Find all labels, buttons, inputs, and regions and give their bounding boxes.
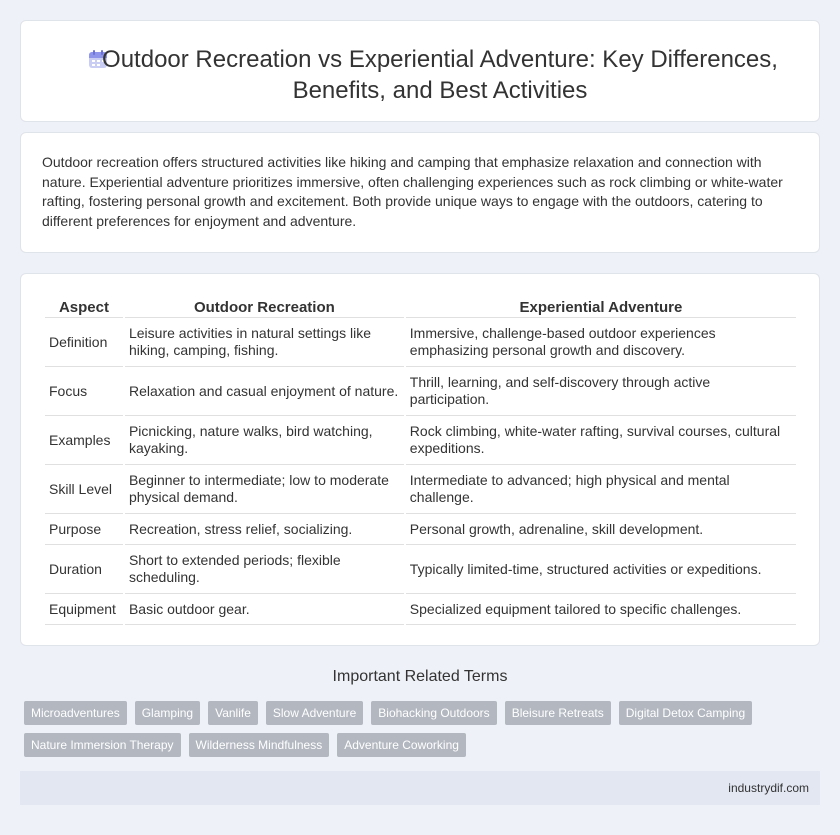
experiential-adventure-cell: Personal growth, adrenaline, skill development.	[406, 514, 796, 545]
outdoor-recreation-cell: Basic outdoor gear.	[125, 594, 404, 625]
header-outdoor-recreation: Outdoor Recreation	[125, 296, 404, 318]
experiential-adventure-cell: Intermediate to advanced; high physical and mental challenge.	[406, 465, 796, 514]
table-row	[45, 367, 796, 416]
footer	[20, 771, 820, 805]
table-header-row	[45, 296, 796, 318]
related-term-tag[interactable]: Digital Detox Camping	[619, 701, 752, 725]
experiential-adventure-cell: Immersive, challenge-based outdoor experiences emphasizing personal growth and discovery.	[406, 318, 796, 367]
intro-card	[20, 132, 820, 253]
experiential-adventure-cell: Typically limited-time, structured activities or expeditions.	[406, 545, 796, 594]
table-row	[45, 514, 796, 545]
aspect-cell: Equipment	[45, 594, 123, 625]
related-term-tag[interactable]: Adventure Coworking	[337, 733, 466, 757]
outdoor-recreation-cell: Short to extended periods; flexible scheduling.	[125, 545, 404, 594]
related-term-tag[interactable]: Slow Adventure	[266, 701, 363, 725]
table-row	[45, 545, 796, 594]
aspect-cell: Duration	[45, 545, 123, 594]
footer-site-link[interactable]: industrydif.com	[728, 781, 809, 795]
outdoor-recreation-cell: Relaxation and casual enjoyment of nature.	[125, 367, 404, 416]
related-term-tag[interactable]: Bleisure Retreats	[505, 701, 611, 725]
related-term-tag[interactable]: Glamping	[135, 701, 200, 725]
related-terms-list	[24, 701, 784, 765]
related-term-tag[interactable]: Wilderness Mindfulness	[189, 733, 330, 757]
table-row	[45, 465, 796, 514]
related-term-tag[interactable]: Nature Immersion Therapy	[24, 733, 181, 757]
related-term-tag[interactable]: Biohacking Outdoors	[371, 701, 496, 725]
experiential-adventure-cell: Rock climbing, white-water rafting, survival courses, cultural expeditions.	[406, 416, 796, 465]
header-card	[20, 20, 820, 122]
outdoor-recreation-cell: Picnicking, nature walks, bird watching, kayaking.	[125, 416, 404, 465]
table-row	[45, 416, 796, 465]
header-aspect: Aspect	[45, 296, 123, 318]
comparison-table	[43, 296, 798, 625]
table-row	[45, 318, 796, 367]
outdoor-recreation-cell: Recreation, stress relief, socializing.	[125, 514, 404, 545]
outdoor-recreation-cell: Beginner to intermediate; low to moderate physical demand.	[125, 465, 404, 514]
page-title: Outdoor Recreation vs Experiential Adventure: Key Differences, Benefits, and Best Activities	[102, 46, 778, 104]
header-experiential-adventure: Experiential Adventure	[406, 296, 796, 318]
aspect-cell: Purpose	[45, 514, 123, 545]
related-term-tag[interactable]: Microadventures	[24, 701, 127, 725]
table-row	[45, 594, 796, 625]
experiential-adventure-cell: Specialized equipment tailored to specific challenges.	[406, 594, 796, 625]
aspect-cell: Definition	[45, 318, 123, 367]
intro-paragraph: Outdoor recreation offers structured activities like hiking and camping that emphasize relaxation and connection with nature. Experiential adventure prioritizes immersive, often challenging experiences such as rock climbing or white-water rafting, fostering personal growth and excitement. Both provide unique ways to engage with the outdoors, catering to different preferences for enjoyment and adventure.	[42, 154, 783, 229]
aspect-cell: Skill Level	[45, 465, 123, 514]
aspect-cell: Examples	[45, 416, 123, 465]
related-terms-title: Important Related Terms	[332, 668, 508, 685]
experiential-adventure-cell: Thrill, learning, and self-discovery through active participation.	[406, 367, 796, 416]
comparison-card	[20, 273, 820, 646]
outdoor-recreation-cell: Leisure activities in natural settings like hiking, camping, fishing.	[125, 318, 404, 367]
related-term-tag[interactable]: Vanlife	[208, 701, 258, 725]
aspect-cell: Focus	[45, 367, 123, 416]
